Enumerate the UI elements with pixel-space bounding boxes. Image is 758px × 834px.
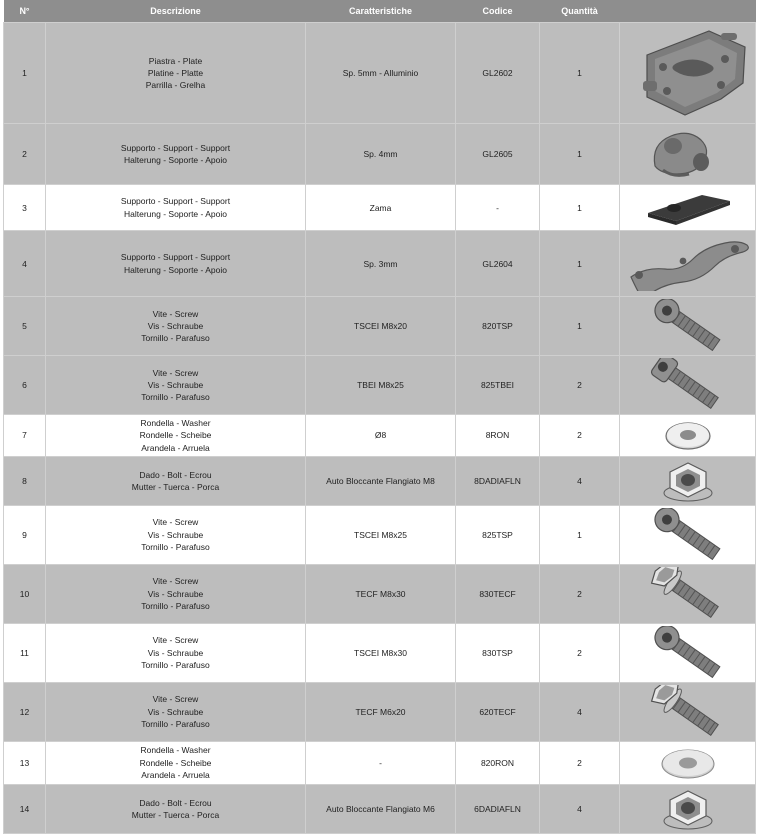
cell-characteristics: TECF M8x30: [306, 564, 456, 623]
cell-code: 830TECF: [456, 564, 540, 623]
cell-quantity: 1: [540, 185, 620, 231]
cell-characteristics: Sp. 4mm: [306, 124, 456, 185]
cell-code: -: [456, 185, 540, 231]
cell-characteristics: TECF M6x20: [306, 682, 456, 741]
cell-number: 2: [4, 124, 46, 185]
cell-code: 820TSP: [456, 297, 540, 356]
cell-image: [620, 741, 756, 784]
cell-characteristics: Sp. 3mm: [306, 231, 456, 297]
description-line: Vis - Schraube: [147, 529, 204, 540]
button-head-screw-icon: [622, 358, 753, 412]
cell-code: GL2602: [456, 23, 540, 124]
cell-quantity: 2: [540, 356, 620, 415]
countersunk-screw-icon: [622, 299, 753, 353]
flanged-lock-nut-icon: [622, 787, 753, 831]
table-header: [4, 0, 756, 23]
cell-image: [620, 415, 756, 457]
cell-code: 820RON: [456, 741, 540, 784]
cell-description: [46, 185, 306, 231]
hex-flange-screw-icon: [622, 685, 753, 739]
description-line: Mutter - Tuerca - Porca: [131, 481, 220, 492]
description-line: Tornillo - Parafuso: [141, 660, 210, 671]
countersunk-screw-icon: [622, 626, 753, 680]
cell-quantity: 2: [540, 564, 620, 623]
cell-description: [46, 456, 306, 505]
large-washer-icon: [622, 744, 753, 782]
cell-quantity: 2: [540, 623, 620, 682]
parts-table: [3, 0, 756, 834]
table-row: [4, 297, 756, 356]
cell-number: 8: [4, 456, 46, 505]
cell-characteristics: TSCEI M8x20: [306, 297, 456, 356]
cell-image: [620, 124, 756, 185]
cell-description: [46, 124, 306, 185]
description-line: Vite - Screw: [152, 635, 199, 646]
table-row: [4, 415, 756, 457]
plate-bracket-icon: [622, 25, 753, 121]
header-number: N°: [4, 0, 46, 23]
table-row: [4, 231, 756, 297]
table-row: [4, 185, 756, 231]
table-row: [4, 564, 756, 623]
header-description: Descrizione: [46, 0, 306, 23]
description-line: Vis - Schraube: [147, 320, 204, 331]
description-line: Vis - Schraube: [147, 379, 204, 390]
cell-description: [46, 741, 306, 784]
washer-icon: [622, 418, 753, 452]
cell-quantity: 4: [540, 456, 620, 505]
cell-characteristics: -: [306, 741, 456, 784]
cell-description: [46, 784, 306, 833]
table-row: [4, 741, 756, 784]
cell-description: [46, 415, 306, 457]
cell-description: [46, 564, 306, 623]
cell-number: 10: [4, 564, 46, 623]
cell-image: [620, 682, 756, 741]
cell-code: 6DADIAFLN: [456, 784, 540, 833]
description-line: Supporto - Support - Support: [120, 196, 231, 207]
description-line: Supporto - Support - Support: [120, 252, 231, 263]
table-body: [4, 23, 756, 834]
cell-number: 7: [4, 415, 46, 457]
cell-image: [620, 505, 756, 564]
cell-quantity: 1: [540, 505, 620, 564]
header-image: [620, 0, 756, 23]
description-line: Platine - Platte: [147, 67, 204, 78]
description-line: Arandela - Arruela: [141, 770, 210, 781]
cell-code: GL2604: [456, 231, 540, 297]
header-quantity: Quantità: [540, 0, 620, 23]
cell-image: [620, 784, 756, 833]
description-line: Vis - Schraube: [147, 647, 204, 658]
description-line: Vis - Schraube: [147, 706, 204, 717]
description-line: Mutter - Tuerca - Porca: [131, 809, 220, 820]
cell-image: [620, 623, 756, 682]
spacer-block-icon: [622, 191, 753, 225]
description-line: Halterung - Soporte - Apoio: [123, 264, 227, 275]
description-line: Vite - Screw: [152, 517, 199, 528]
cell-image: [620, 23, 756, 124]
header-code: Codice: [456, 0, 540, 23]
cell-characteristics: Ø8: [306, 415, 456, 457]
table-row: [4, 456, 756, 505]
description-line: Vite - Screw: [152, 694, 199, 705]
cell-image: [620, 185, 756, 231]
cell-quantity: 1: [540, 231, 620, 297]
cell-characteristics: Auto Bloccante Flangiato M6: [306, 784, 456, 833]
cell-code: 620TECF: [456, 682, 540, 741]
table-row: [4, 23, 756, 124]
cell-characteristics: TBEI M8x25: [306, 356, 456, 415]
cell-quantity: 4: [540, 784, 620, 833]
description-line: Supporto - Support - Support: [120, 142, 231, 153]
description-line: Vite - Screw: [152, 308, 199, 319]
cell-code: GL2605: [456, 124, 540, 185]
table-row: [4, 124, 756, 185]
description-line: Rondella - Washer: [140, 745, 211, 756]
cell-description: [46, 505, 306, 564]
description-line: Halterung - Soporte - Apoio: [123, 155, 227, 165]
curved-bracket-icon: [622, 237, 753, 291]
cell-quantity: 2: [540, 741, 620, 784]
hex-flange-screw-icon: [622, 567, 753, 621]
cell-number: 1: [4, 23, 46, 124]
cell-characteristics: TSCEI M8x25: [306, 505, 456, 564]
description-line: Piastra - Plate: [148, 55, 203, 66]
description-line: Arandela - Arruela: [141, 442, 210, 453]
cell-description: [46, 231, 306, 297]
cell-description: [46, 23, 306, 124]
description-line: Rondella - Washer: [140, 418, 211, 428]
cell-code: 8DADIAFLN: [456, 456, 540, 505]
cell-characteristics: Zama: [306, 185, 456, 231]
description-line: Vite - Screw: [152, 367, 199, 378]
cell-characteristics: Sp. 5mm - Alluminio: [306, 23, 456, 124]
cell-number: 5: [4, 297, 46, 356]
cell-description: [46, 682, 306, 741]
cell-image: [620, 231, 756, 297]
table-header-row: [4, 0, 756, 23]
description-line: Tornillo - Parafuso: [141, 601, 210, 612]
table-row: [4, 356, 756, 415]
description-line: Vite - Screw: [152, 576, 199, 587]
cell-image: [620, 297, 756, 356]
cell-number: 13: [4, 741, 46, 784]
cell-image: [620, 456, 756, 505]
cell-number: 4: [4, 231, 46, 297]
countersunk-screw-icon: [622, 508, 753, 562]
cell-code: 825TBEI: [456, 356, 540, 415]
description-line: Tornillo - Parafuso: [141, 719, 210, 730]
cell-number: 3: [4, 185, 46, 231]
cell-description: [46, 623, 306, 682]
cell-number: 6: [4, 356, 46, 415]
flanged-lock-nut-icon: [622, 459, 753, 503]
table-row: [4, 784, 756, 833]
cell-code: 8RON: [456, 415, 540, 457]
description-line: Tornillo - Parafuso: [141, 392, 210, 403]
description-line: Dado - Bolt - Ecrou: [139, 469, 212, 480]
cell-image: [620, 564, 756, 623]
description-line: Tornillo - Parafuso: [141, 542, 210, 553]
table-row: [4, 505, 756, 564]
description-line: Rondelle - Scheibe: [139, 757, 212, 768]
table-row: [4, 623, 756, 682]
description-line: Dado - Bolt - Ecrou: [139, 797, 212, 808]
support-hook-icon: [622, 126, 753, 182]
cell-number: 11: [4, 623, 46, 682]
cell-code: 825TSP: [456, 505, 540, 564]
cell-quantity: 1: [540, 124, 620, 185]
cell-quantity: 2: [540, 415, 620, 457]
description-line: Tornillo - Parafuso: [141, 333, 210, 344]
cell-characteristics: Auto Bloccante Flangiato M8: [306, 456, 456, 505]
cell-description: [46, 356, 306, 415]
cell-number: 12: [4, 682, 46, 741]
cell-quantity: 4: [540, 682, 620, 741]
header-characteristics: Caratteristiche: [306, 0, 456, 23]
cell-quantity: 1: [540, 297, 620, 356]
cell-quantity: 1: [540, 23, 620, 124]
cell-description: [46, 297, 306, 356]
cell-number: 14: [4, 784, 46, 833]
description-line: Halterung - Soporte - Apoio: [123, 208, 227, 219]
description-line: Vis - Schraube: [147, 588, 204, 599]
description-line: Parrilla - Grelha: [145, 80, 206, 91]
cell-number: 9: [4, 505, 46, 564]
cell-characteristics: TSCEI M8x30: [306, 623, 456, 682]
cell-code: 830TSP: [456, 623, 540, 682]
table-row: [4, 682, 756, 741]
cell-image: [620, 356, 756, 415]
description-line: Rondelle - Scheibe: [139, 430, 212, 441]
